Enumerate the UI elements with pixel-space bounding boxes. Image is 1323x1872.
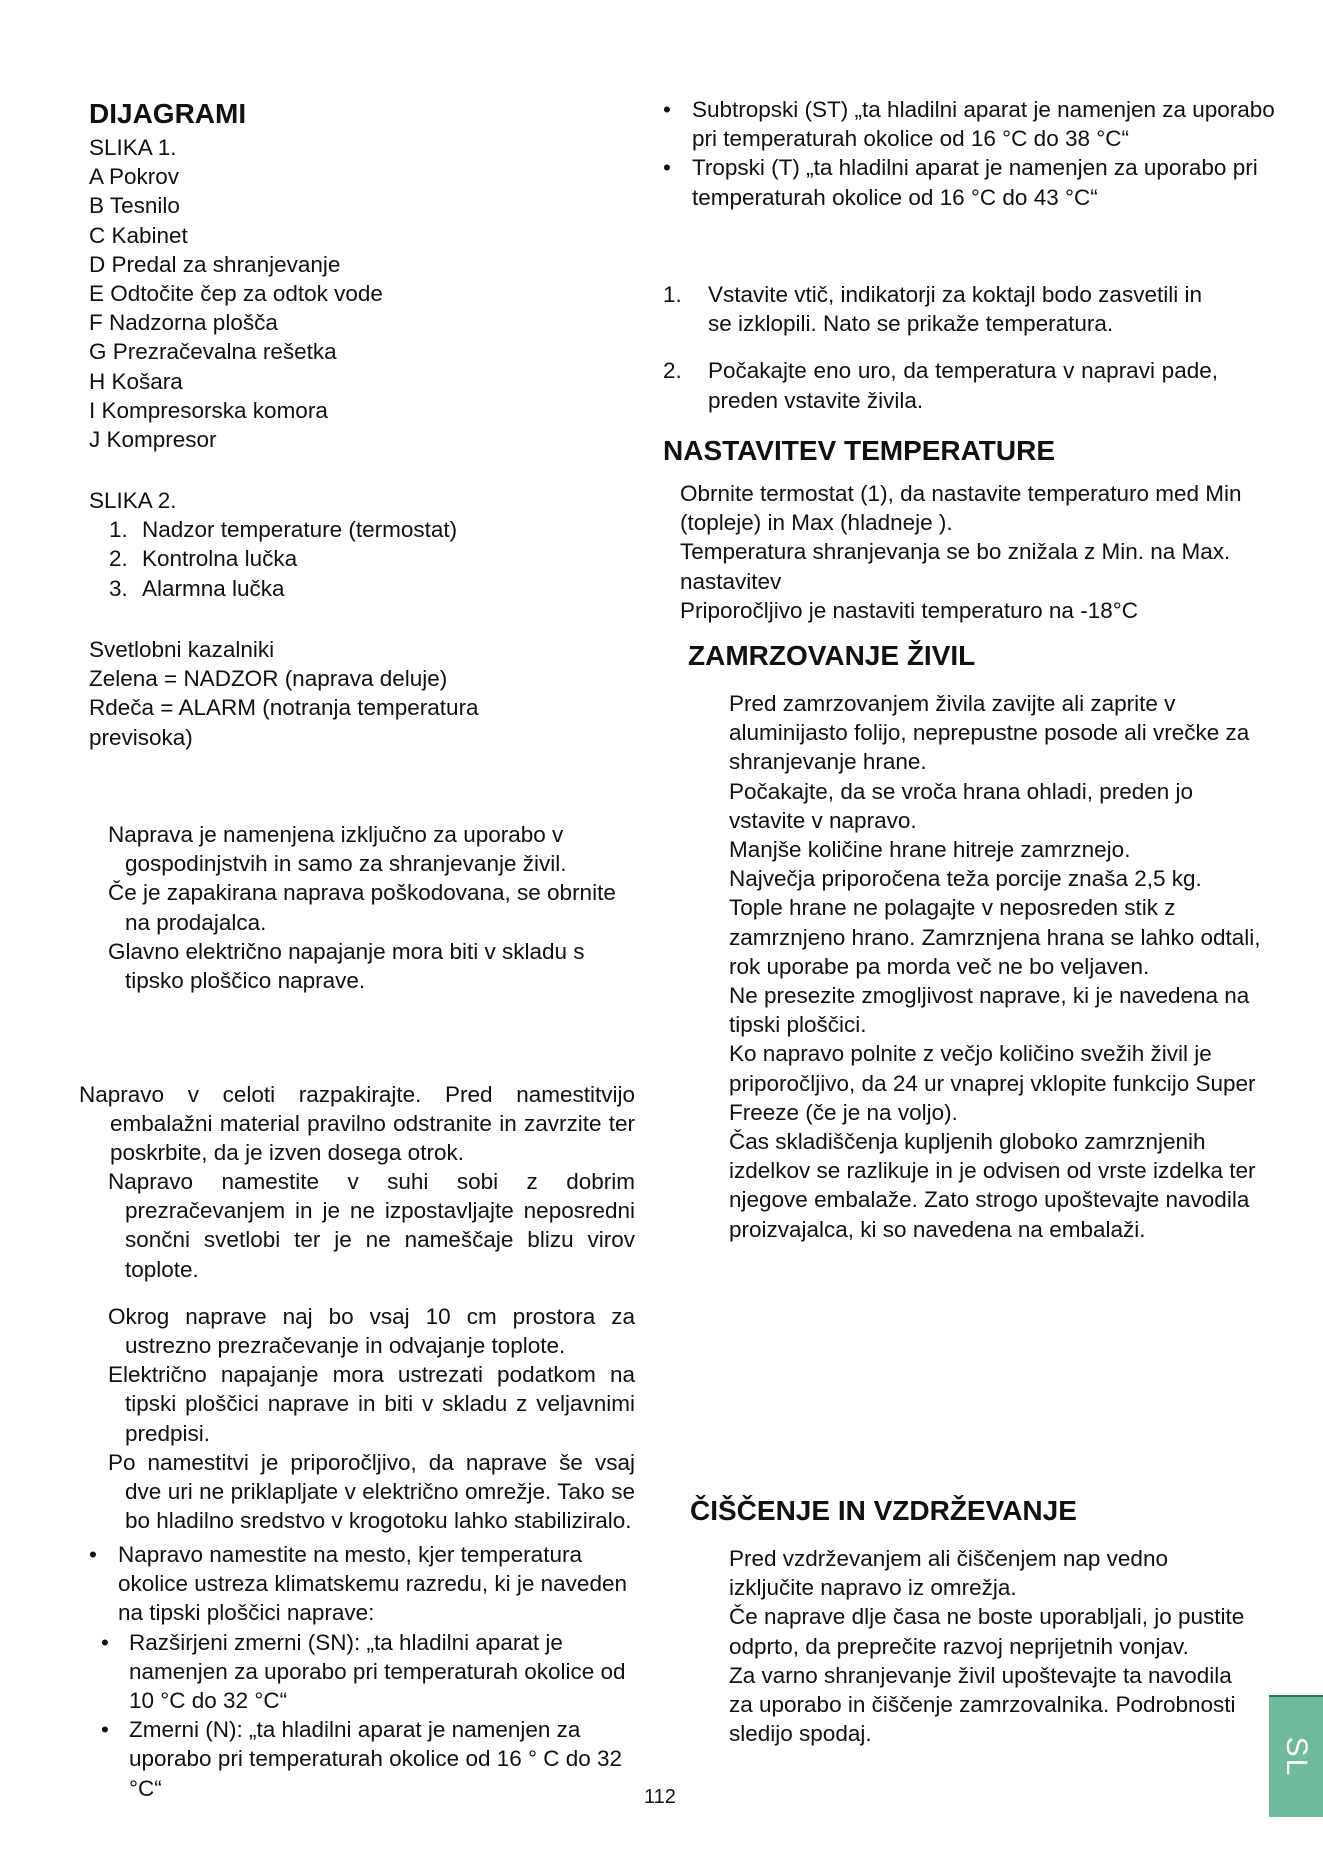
install-intro: Napravo v celoti razpakirajte. Pred namestitvijo embalažni material pravilno odstranite in zavrzite ter poskrbite, da je izven dosega otrok. [79, 1082, 635, 1166]
climate-class-t: • Tropski (T) „ta hladilni aparat je namenjen za uporabo pri temperaturah okolice od 16 °C do 43 °C“ [663, 153, 1288, 211]
freeze-line: Manjše količine hrane hitreje zamrznejo. [729, 837, 1131, 863]
list-item: H Košara [89, 368, 183, 394]
list-item: I Kompresorska komora [89, 397, 328, 423]
list-item [89, 574, 649, 603]
climate-class-sn: • Razširjeni zmerni (SN): „ta hladilni aparat je namenjen za uporabo pri temperaturah okolice od 10 °C do 32 °C“ [89, 1628, 634, 1716]
item-text: Kontrolna lučka [142, 546, 298, 572]
step-number: 1. [663, 282, 682, 307]
indicator-green: Zelena = NADZOR (naprava deluje) [89, 666, 448, 692]
safety-para: Glavno električno napajanje mora biti v skladu s tipsko ploščico naprave. [108, 938, 585, 994]
temp-block [680, 479, 1280, 625]
freeze-line: Ne presezite zmogljivost naprave, ki je navedena na tipski ploščici. [729, 983, 1250, 1038]
temp-line: Obrnite termostat (1), da nastavite temperaturo med Min (topleje) in Max (hladneje ). [680, 481, 1242, 536]
language-tab-label: SL [1280, 1736, 1313, 1778]
step-item [663, 356, 1218, 414]
list-item: B Tesnilo [89, 193, 180, 219]
list-item: E Odtočite čep za odtok vode [89, 281, 383, 307]
safety-para: Če je zapakirana naprava poškodovana, se obrnite na prodajalca. [108, 880, 616, 935]
list-item: C Kabinet [89, 222, 188, 248]
spacer [663, 338, 1218, 356]
indicator-red: Rdeča = ALARM (notranja temperatura previsoka) [89, 695, 479, 750]
item-number: 1. [109, 517, 128, 543]
step-text: Počakajte eno uro, da temperatura v napravi pade, preden vstavite živila. [708, 358, 1218, 413]
freeze-line: Čas skladiščenja kupljenih globoko zamrznjenih izdelkov se razlikuje in je odvisen od vrste izdelka ter njegove embalaže. Zato strogo upoštevajte navodila proizvajalca, ki so navedena na embalaži. [729, 1129, 1256, 1242]
climate-right-block [663, 95, 1288, 212]
install-place: Napravo namestite v suhi sobi z dobrim prezračevanjem in je ne izpostavljajte neposredni sončni svetlobi ter je ne nameščaje blizu virov toplote. [108, 1169, 635, 1282]
freeze-line: Tople hrane ne polagajte v neposreden stik z zamrznjeno hrano. Zamrznjena hrana se lahko odtali, rok uporabe pa morda več ne bo veljaven. [729, 895, 1261, 979]
clean-line: Če naprave dlje časa ne boste uporabljali, jo pustite odprto, da preprečite razvoj neprijetnih vonjav. [729, 1604, 1245, 1659]
indicators-block [89, 635, 569, 752]
temp-title: NASTAVITEV TEMPERATURE [663, 435, 1056, 466]
clean-title: ČIŠČENJE IN VZDRŽEVANJE [690, 1495, 1077, 1526]
freeze-block [729, 689, 1269, 1244]
freeze-line: Počakajte, da se vroča hrana ohladi, preden jo vstavite v napravo. [729, 778, 1194, 833]
list-item: A Pokrov [89, 164, 180, 190]
step-text: Vstavite vtič, indikatorji za koktajl bodo zasvetili in se izklopili. Nato se prikaže temperatura. [708, 282, 1202, 337]
clean-line: Za varno shranjevanje živil upoštevajte ta navodila za uporabo in čiščenje zamrzovalnika. Podrobnosti sledijo spodaj. [729, 1662, 1236, 1747]
clean-block [729, 1544, 1249, 1748]
install-para: Okrog naprave naj bo vsaj 10 cm prostora za ustrezno prezračevanje in odvajanje toplote. [108, 1303, 635, 1359]
climate-intro: • Napravo namestite na mesto, kjer temperatura okolice ustreza klimatskemu razredu, ki je naveden na tipski ploščici naprave: [89, 1540, 634, 1628]
list-item: G Prezračevalna rešetka [89, 339, 337, 365]
diagrams-title: DIJAGRAMI [89, 98, 247, 129]
slika2-list [89, 486, 649, 603]
climate-left-block [89, 1540, 634, 1803]
safety-block [108, 820, 638, 995]
safety-para: Naprava je namenjena izključno za uporabo v gospodinjstvih in samo za shranjevanje živil. [108, 822, 567, 877]
page-number: 112 [644, 1786, 676, 1808]
freeze-line: Največja priporočena teža porcije znaša 2,5 kg. [729, 866, 1202, 892]
item-text: Alarmna lučka [142, 575, 285, 601]
climate-class-n: • Zmerni (N): „ta hladilni aparat je namenjen za uporabo pri temperaturah okolice od 16 ° C do 32 °C“ [89, 1715, 634, 1803]
freeze-line: Ko napravo polnite z večjo količino svežih živil je priporočljivo, da 24 ur vnaprej vklopite funkcijo Super Freeze (če je na voljo). [729, 1041, 1256, 1125]
install-para: Električno napajanje mora ustrezati podatkom na tipski ploščici naprave in biti v skladu z veljavnimi predpisi. [108, 1362, 635, 1446]
install-place-block [108, 1167, 635, 1535]
install-block [79, 1080, 635, 1168]
item-number: 2. [109, 546, 128, 572]
slika1-title: SLIKA 1. [89, 135, 177, 160]
item-text: Nadzor temperature (termostat) [142, 517, 458, 543]
clean-line: Pred vzdrževanjem ali čiščenjem nap vedno izključite napravo iz omrežja. [729, 1546, 1168, 1601]
temp-line: Priporočljivo je nastaviti temperaturo na -18°C [680, 597, 1138, 623]
spacer [108, 1284, 635, 1302]
slika2-title: SLIKA 2. [89, 488, 177, 513]
language-tab [1269, 1695, 1323, 1817]
item-number: 3. [109, 575, 128, 601]
steps-block [663, 280, 1218, 415]
climate-class-st: • Subtropski (ST) „ta hladilni aparat je namenjen za uporabo pri temperaturah okolice od 16 °C do 38 °C“ [663, 95, 1288, 153]
slika1-list [89, 133, 649, 454]
temp-line: Temperatura shranjevanja se bo znižala z Min. na Max. nastavitev [680, 539, 1231, 594]
install-para: Po namestitvi je priporočljivo, da naprave še vsaj dve uri ne priklapljate v električno omrežje. Tako se bo hladilno sredstvo v krogotoku lahko stabiliziralo. [108, 1449, 635, 1534]
freeze-line: Pred zamrzovanjem živila zavijte ali zaprite v aluminijasto folijo, neprepustne posode ali vrečke za shranjevanje hrane. [729, 691, 1250, 775]
step-number: 2. [663, 358, 682, 384]
freeze-title: ZAMRZOVANJE ŽIVIL [688, 640, 976, 671]
list-item [89, 515, 649, 544]
list-item: F Nadzorna plošča [89, 310, 278, 336]
list-item [89, 544, 649, 573]
indicators-title: Svetlobni kazalniki [89, 637, 275, 662]
step-item [663, 280, 1218, 338]
list-item: J Kompresor [89, 427, 217, 453]
list-item: D Predal za shranjevanje [89, 251, 341, 277]
